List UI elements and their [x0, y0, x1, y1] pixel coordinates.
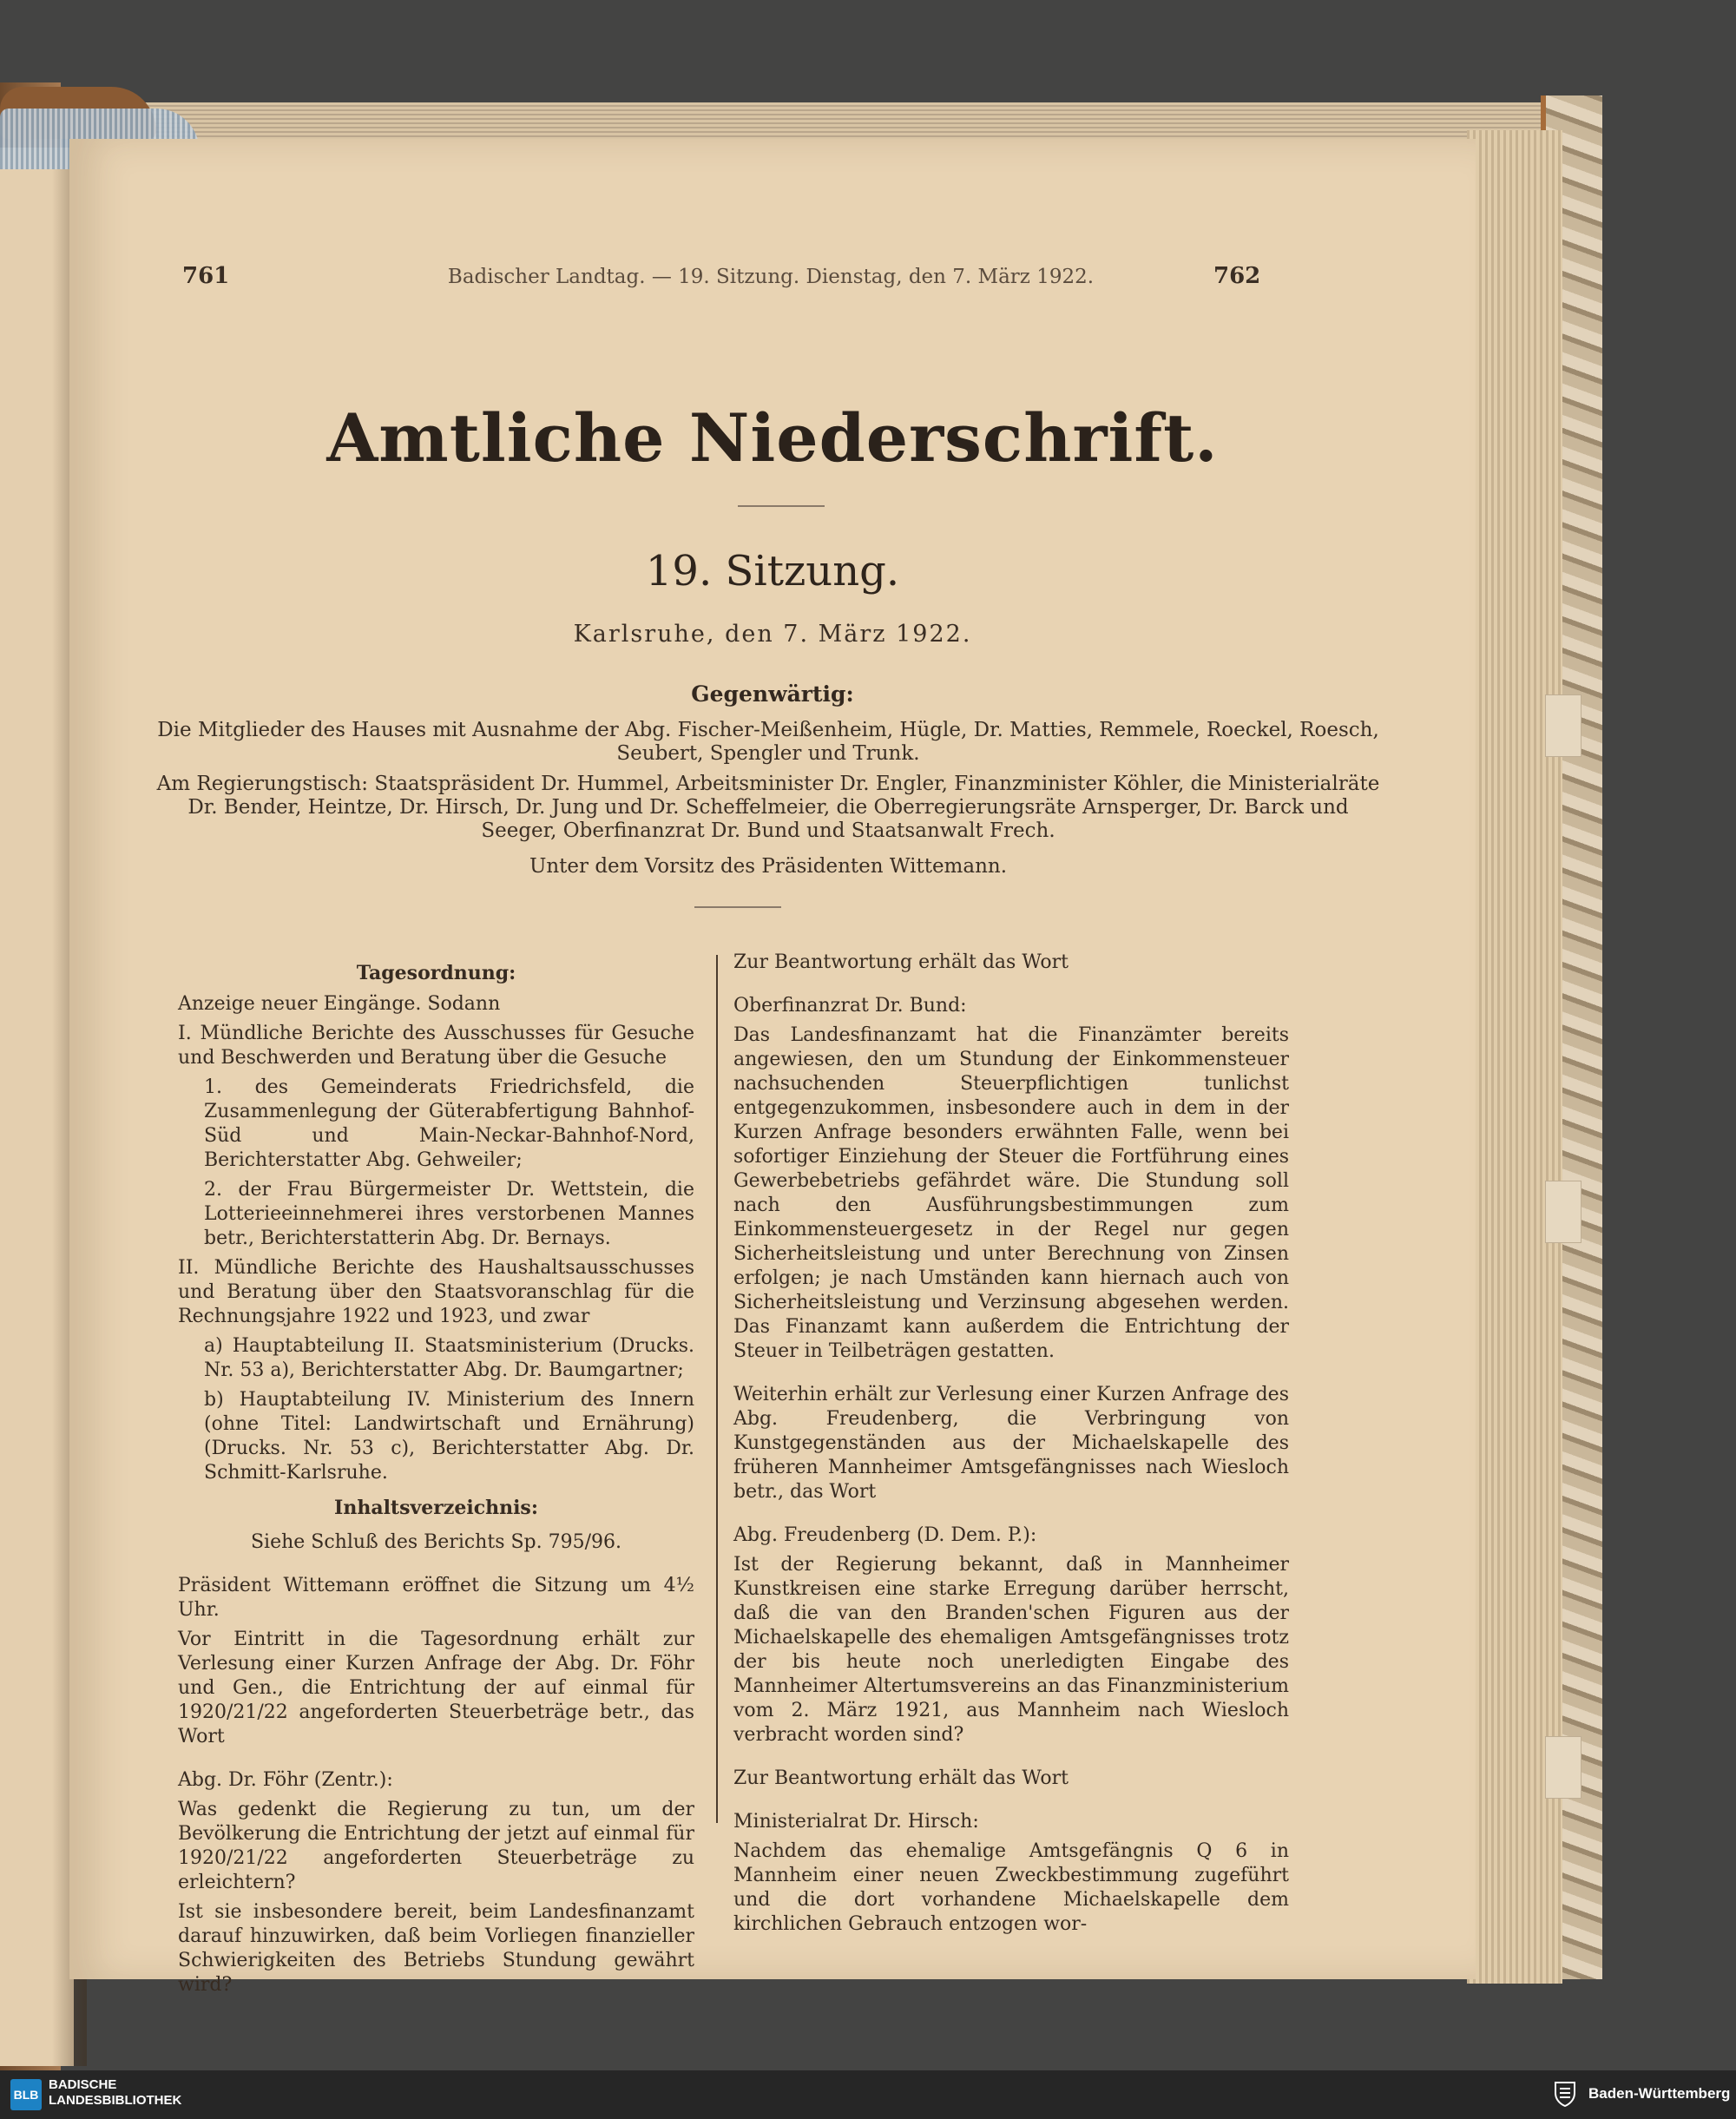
agenda-item-1: I. Mündliche Berichte des Ausschusses für Gesuche und Beschwerden und Beratung über die Gesuche: [178, 1023, 694, 1069]
library-name-line1: BADISCHE: [49, 2077, 117, 2092]
foehr-question-2: Ist sie insbesondere bereit, beim Landesfinanzamt darauf hinzuwirken, daß beim Vorliegen finanzieller Schwierigkeiten des Betriebs Stundung gewährt wird?: [178, 1901, 694, 1996]
blb-logo-icon: BLB: [10, 2079, 42, 2110]
before-agenda: Vor Eintritt in die Tagesordnung erhält zur Verlesung einer Kurzen Anfrage der Abg. Dr. Föhr und Gen., die Entrichtung der auf einmal für 1920/21/22 angeforderten Steuerbeträge betr., das Wort: [178, 1629, 694, 1747]
agenda-item-1-2: 2. der Frau Bürgermeister Dr. Wettstein, die Lotterieeinnehmerei ihres verstorbenen Mannes betr., Berichterstatterin Abg. Dr. Bernays.: [204, 1179, 694, 1249]
agenda-item-2: II. Mündliche Berichte des Haushaltsausschusses und Beratung über den Staatsvoranschlag für die Rechnungsjahre 1922 und 1923, und zwar: [178, 1257, 694, 1327]
running-head: Badischer Landtag. — 19. Sitzung. Dienstag, den 7. März 1922.: [447, 266, 1095, 288]
answer-intro-2: Zur Beantwortung erhält das Wort: [733, 1767, 1069, 1789]
place-date: Karlsruhe, den 7. März 1922.: [573, 621, 972, 648]
freudenberg-question: Ist der Regierung bekannt, daß in Mannheimer Kunstkreisen eine starke Erregung darüber herrscht, daß die van den Branden'schen Figuren aus der Michaelskapelle des ehemaligen Amtsgefängnisses trotz der bis heute noch unerledigten Eingabe des Mannheimer Altertumsvereins an das Finanzministerium vom 2. März 1921, aus Mannheim nach Wiesloch verbracht worden sind?: [733, 1554, 1289, 1746]
speaker-hirsch: Ministerialrat Dr. Hirsch:: [733, 1811, 979, 1833]
hirsch-answer: Nachdem das ehemalige Amtsgefängnis Q 6 in Mannheim einer neuen Zweckbestimmung zugeführt und die dort vorhandene Michaelskapelle dem kirchlichen Gebrauch entzogen wor-: [733, 1840, 1289, 1935]
document-page: [69, 139, 1476, 1996]
members-present: Die Mitglieder des Hauses mit Ausnahme der Abg. Fischer-Meißenheim, Hügle, Dr. Matties, Remmele, Roeckel, Roesch, Seubert, Spengler und Trunk.: [157, 719, 1379, 765]
state-coat-of-arms-icon: [1554, 2081, 1576, 2107]
page-number-left: 761: [182, 263, 230, 289]
opening-statement: Präsident Wittemann eröffnet die Sitzung um 4½ Uhr.: [178, 1575, 694, 1621]
speaker-foehr: Abg. Dr. Föhr (Zentr.):: [178, 1769, 393, 1791]
foehr-question-1: Was gedenkt die Regierung zu tun, um der Bevölkerung die Entrichtung der jetzt auf einmal für 1920/21/22 angeforderten Steuerbeträge zu erleichtern?: [178, 1799, 694, 1893]
page-tab: [1545, 694, 1581, 757]
document-title: Amtliche Niederschrift.: [326, 399, 1219, 477]
bund-answer: Das Landesfinanzamt hat die Finanzämter bereits angewiesen, den um Stundung der Einkommensteuer nachsuchenden Steuerpflichtigen tunlichst entgegenzukommen, insbesondere auch in dem in der Kurzen Anfrage besonders erwähnten Falle, wenn bei sofortiger Einziehung der Steuer die Fortführung eines Gewerbebetriebs gefährdet wäre. Die Stundung soll nach den Ausführungsbestimmungen zum Einkommensteuergesetz in der Regel nur gegen Sicherheitsleistung und unter Berechnung von Zinsen erfolgen; je nach Umständen kann hiernach auch von Sicherheitsleistung und Verzinsung abgesehen werden. Das Finanzamt kann außerdem die Entrichtung der Steuer in Teilbeträgen gestatten.: [733, 1024, 1289, 1362]
agenda-intro: Anzeige neuer Eingänge. Sodann: [178, 993, 501, 1015]
contents-text: Siehe Schluß des Berichts Sp. 795/96.: [250, 1531, 622, 1553]
agenda-heading: Tagesordnung:: [356, 962, 516, 984]
answer-intro: Zur Beantwortung erhält das Wort: [733, 951, 1069, 973]
library-name: [49, 2077, 181, 2109]
state-name: Baden-Württemberg: [1588, 2085, 1731, 2102]
right-column: [733, 951, 1289, 1942]
further-request: Weiterhin erhält zur Verlesung einer Kurzen Anfrage des Abg. Freudenberg, die Verbringung von Kunstgegenständen aus der Michaelskapelle des früheren Mannheimer Amtsgefängnisses nach Wiesloch betr., das Wort: [733, 1384, 1289, 1503]
page-tab: [1545, 1736, 1581, 1799]
speaker-bund: Oberfinanzrat Dr. Bund:: [733, 995, 967, 1017]
session-title: 19. Sitzung.: [645, 547, 900, 596]
library-name-line2: LANDESBIBLIOTHEK: [49, 2093, 182, 2108]
column-rule: [716, 955, 718, 1823]
government-bench: Am Regierungstisch: Staatspräsident Dr. Hummel, Arbeitsminister Dr. Engler, Finanzminister Köhler, die Ministerialräte Dr. Bender, Heintze, Dr. Hirsch, Dr. Jung und Dr. Scheffelmeier, die Oberregierungsräte Arnsperger, Dr. Barck und Seeger, Oberfinanzrat Dr. Bund und Staatsanwalt Frech.: [156, 773, 1380, 842]
page-tab: [1545, 1181, 1581, 1243]
page-number-right: 762: [1213, 263, 1261, 289]
speaker-freudenberg: Abg. Freudenberg (D. Dem. P.):: [733, 1524, 1037, 1546]
page-block-right-edge: [1467, 130, 1562, 1984]
agenda-item-2-b: b) Hauptabteilung IV. Ministerium des Innern (ohne Titel: Landwirtschaft und Ernährung) (Drucks. Nr. 53 c), Berichterstatter Abg. Dr. Schmitt-Karlsruhe.: [204, 1389, 694, 1484]
footer-bar: [0, 2070, 1736, 2119]
divider: [738, 505, 825, 507]
present-heading: Gegenwärtig:: [691, 681, 854, 707]
agenda-item-2-a: a) Hauptabteilung II. Staatsministerium (Drucks. Nr. 53 a), Berichterstatter Abg. Dr. Baumgartner;: [204, 1335, 694, 1381]
agenda-item-1-1: 1. des Gemeinderats Friedrichsfeld, die Zusammenlegung der Güterabfertigung Bahnhof-Süd und Main-Neckar-Bahnhof-Nord, Berichterstatter Abg. Gehweiler;: [204, 1076, 694, 1171]
contents-heading: Inhaltsverzeichnis:: [334, 1497, 538, 1519]
left-column: [178, 951, 694, 2003]
divider: [694, 906, 781, 908]
chair-line: Unter dem Vorsitz des Präsidenten Wittemann.: [529, 855, 1008, 878]
